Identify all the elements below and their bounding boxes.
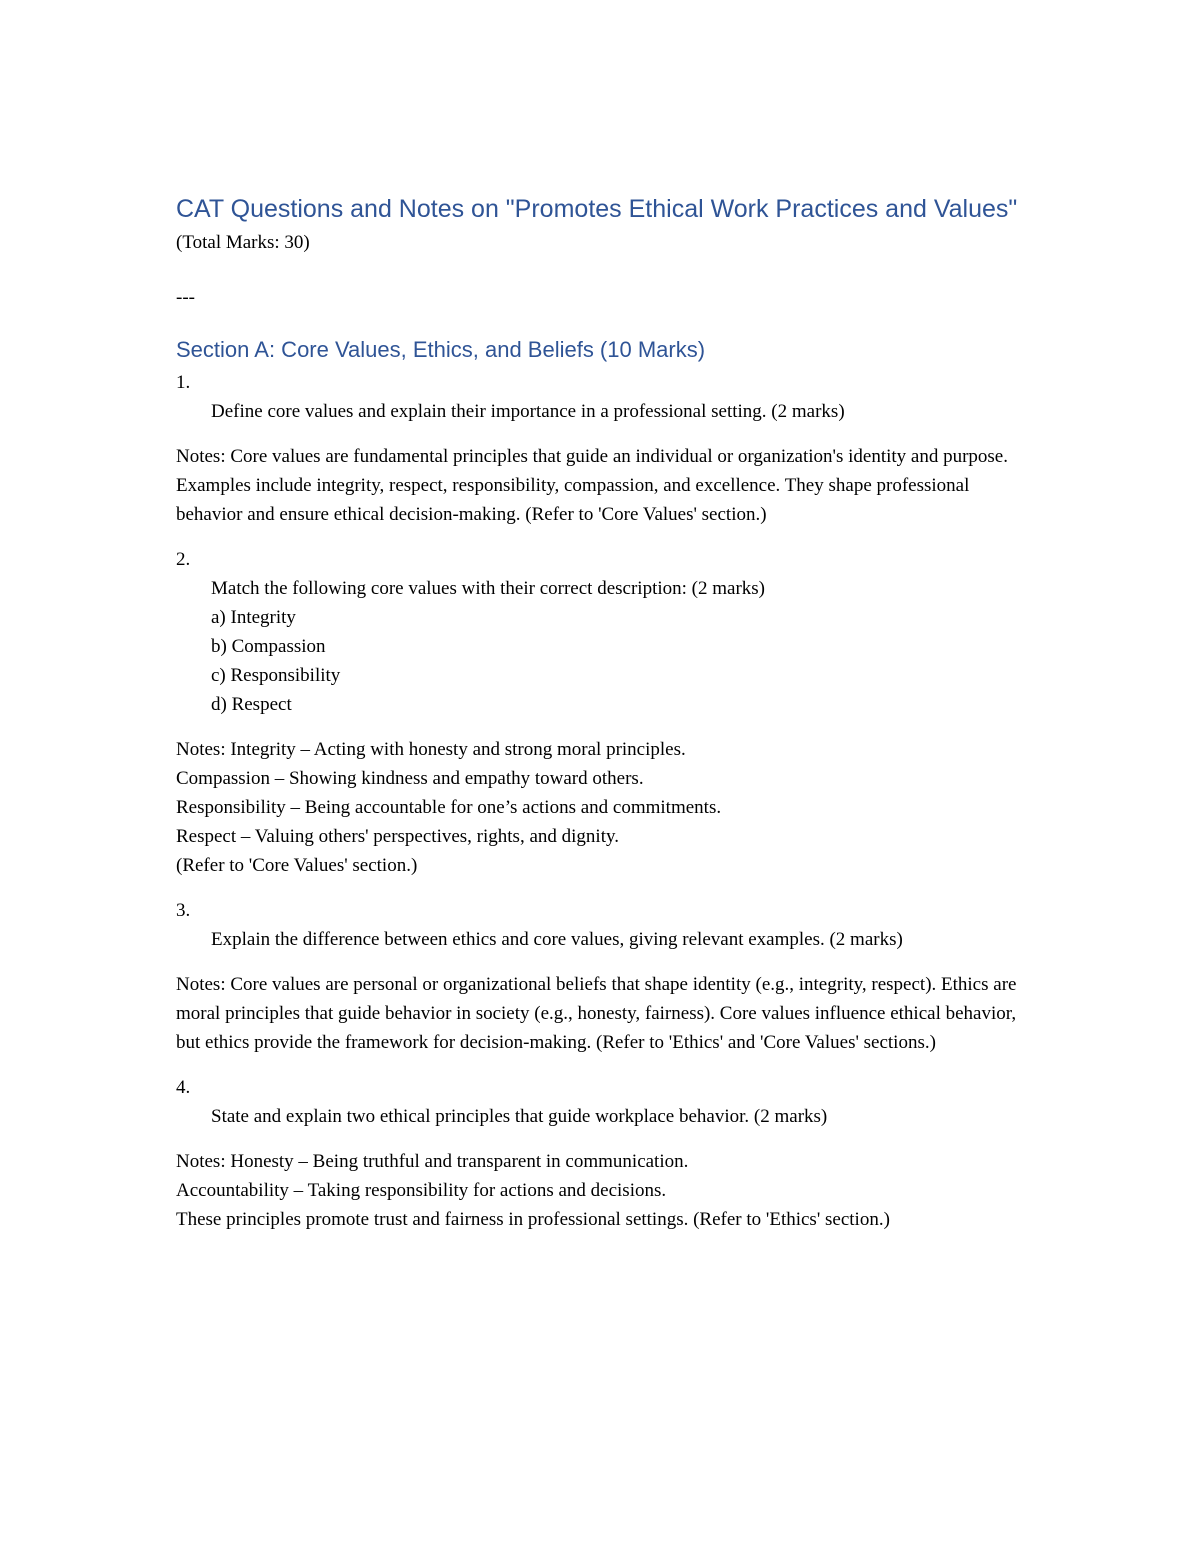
option-item: b) Compassion	[211, 636, 326, 657]
question-text: State and explain two ethical principles that guide workplace behavior. (2 marks)	[211, 1106, 828, 1127]
question-number: 4.	[176, 1077, 191, 1098]
notes-line: Notes: Honesty – Being truthful and transparent in communication.	[176, 1151, 689, 1172]
total-marks: (Total Marks: 30)	[176, 232, 310, 253]
notes-line: These principles promote trust and fairness in professional settings. (Refer to 'Ethics' section.)	[176, 1209, 890, 1230]
question-notes: Notes: Core values are personal or organizational beliefs that shape identity (e.g., integrity, respect). Ethics are moral principles that guide behavior in society (e.g., honesty, fairness). Core values influence ethical behavior, but ethics provide the framework for decision-making. (Refer to 'Ethics' and 'Core Values' sections.)	[176, 974, 1017, 1053]
question-number: 3.	[176, 900, 191, 921]
question-2	[176, 545, 1036, 880]
option-item: c) Responsibility	[211, 665, 341, 686]
question-4	[176, 1073, 1036, 1234]
notes-line: Respect – Valuing others' perspectives, rights, and dignity.	[176, 826, 619, 847]
question-3	[176, 896, 1036, 1057]
question-number: 2.	[176, 549, 191, 570]
question-number: 1.	[176, 372, 191, 393]
notes-line: Notes: Integrity – Acting with honesty and strong moral principles.	[176, 739, 686, 760]
question-1	[176, 368, 1036, 529]
divider: ---	[176, 287, 195, 308]
notes-line: Responsibility – Being accountable for one’s actions and commitments.	[176, 797, 722, 818]
option-item: a) Integrity	[211, 607, 296, 628]
section-a-heading: Section A: Core Values, Ethics, and Beliefs (10 Marks)	[176, 337, 706, 362]
question-notes: Notes: Core values are fundamental principles that guide an individual or organization's identity and purpose. Examples include integrity, respect, responsibility, compassion, and excellence. They shape professional behavior and ensure ethical decision-making. (Refer to 'Core Values' section.)	[176, 446, 1008, 525]
option-item: d) Respect	[211, 694, 292, 715]
question-text: Explain the difference between ethics and core values, giving relevant examples. (2 marks)	[211, 929, 903, 950]
question-text: Match the following core values with their correct description: (2 marks)	[211, 578, 765, 599]
document-title: CAT Questions and Notes on "Promotes Ethical Work Practices and Values"	[176, 195, 1018, 223]
question-notes	[176, 735, 1036, 880]
question-text: Define core values and explain their importance in a professional setting. (2 marks)	[211, 401, 845, 422]
question-notes	[176, 1147, 1036, 1234]
notes-line: (Refer to 'Core Values' section.)	[176, 855, 418, 876]
document-page	[176, 190, 1036, 1234]
notes-line: Compassion – Showing kindness and empathy toward others.	[176, 768, 644, 789]
notes-line: Accountability – Taking responsibility for actions and decisions.	[176, 1180, 667, 1201]
